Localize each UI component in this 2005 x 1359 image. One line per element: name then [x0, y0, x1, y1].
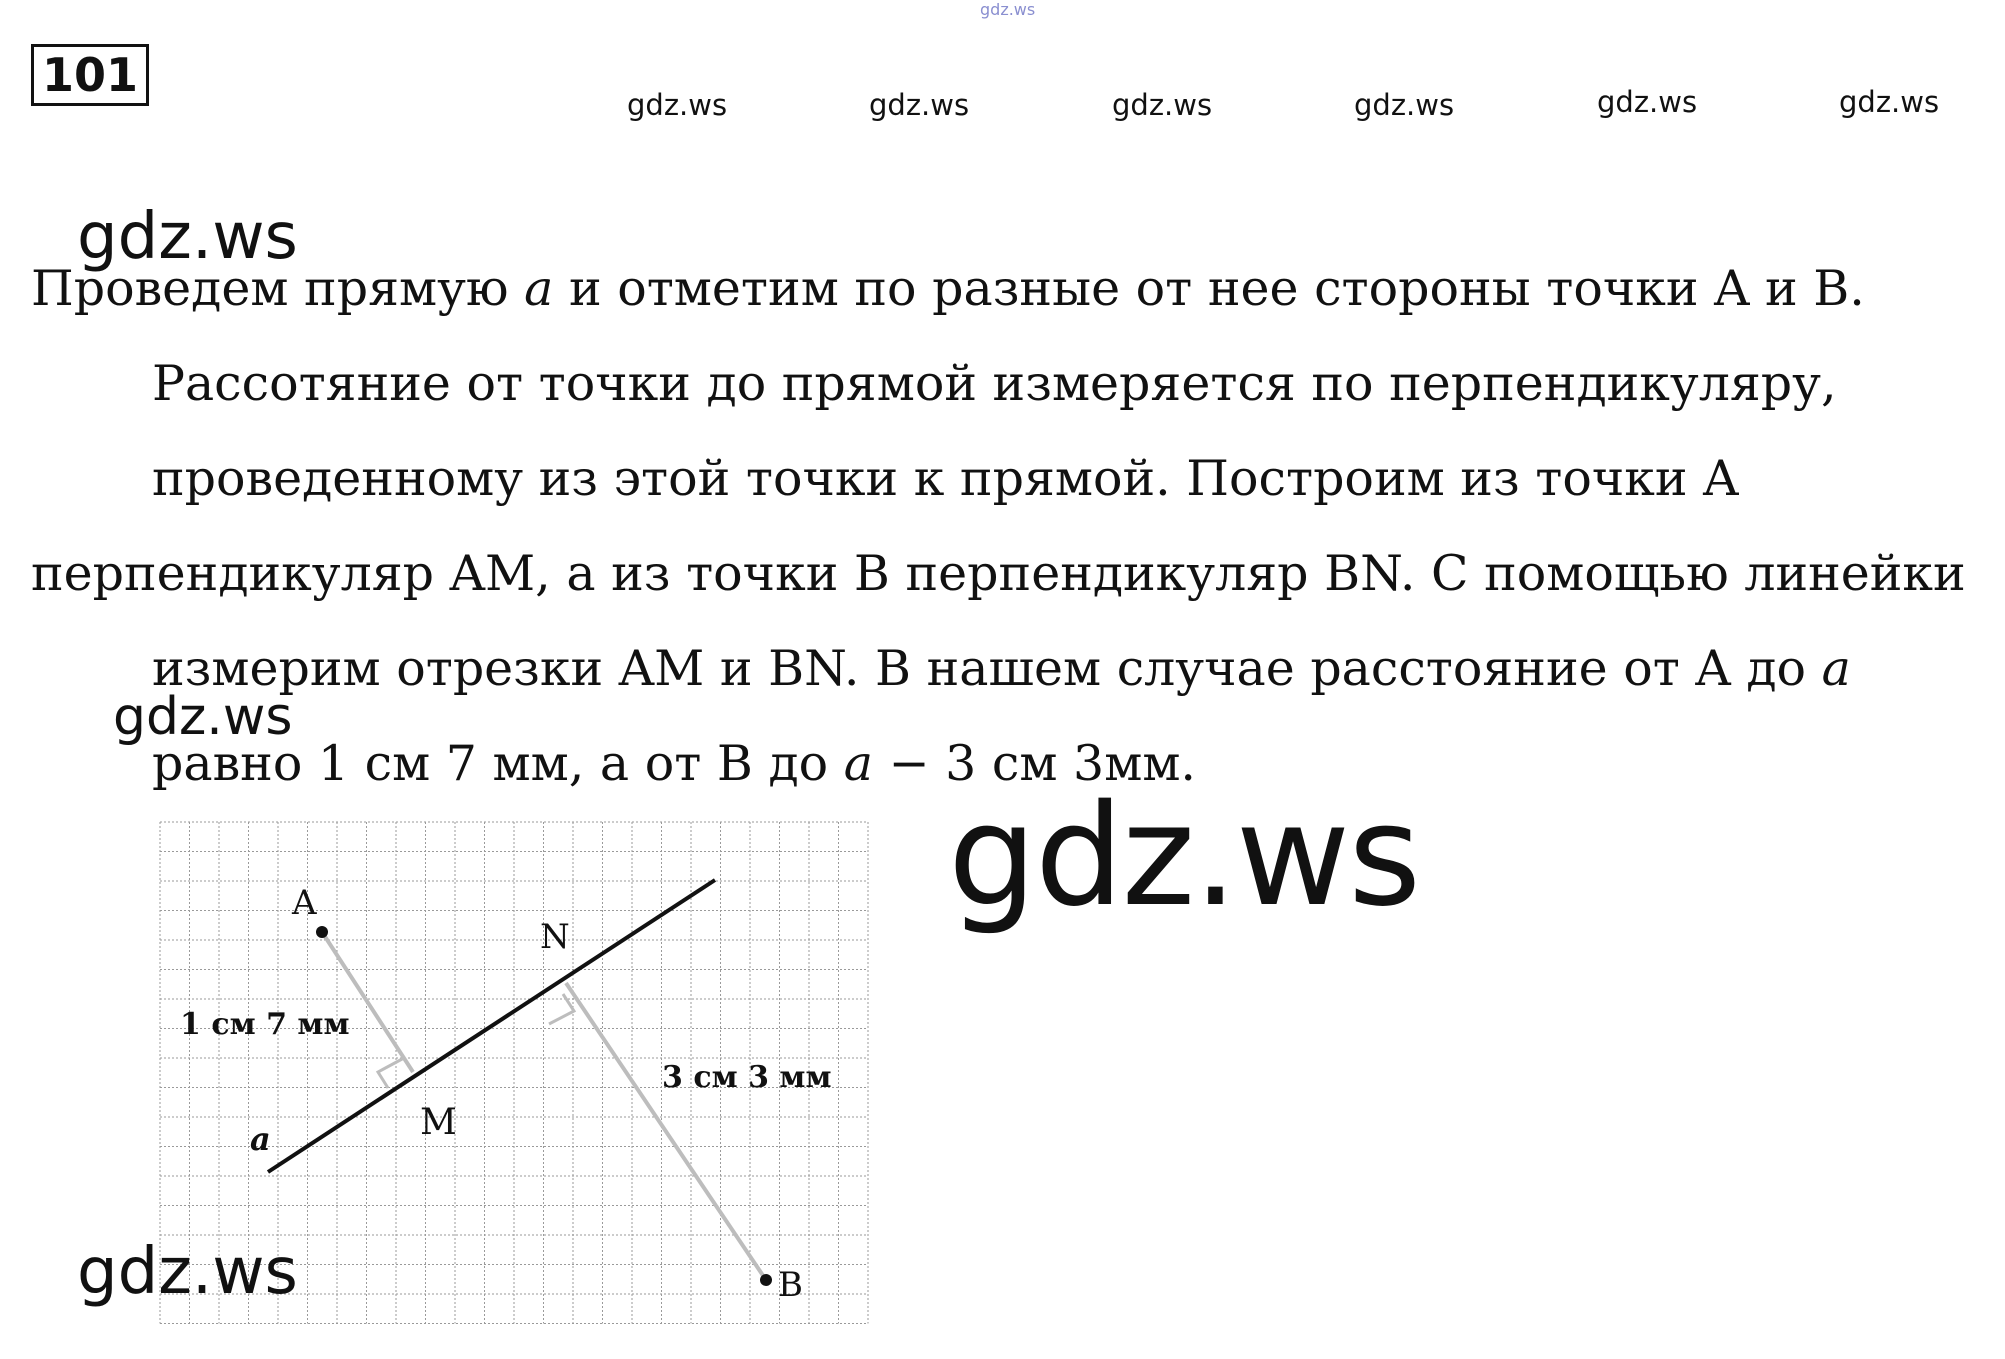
- label-m: M: [420, 1102, 457, 1143]
- text-line-1: Проведем прямую a и отметим по разные от нее стороны точки A и B.: [31, 260, 1865, 317]
- label-line-a: a: [250, 1120, 271, 1158]
- watermark-row-6: gdz.ws: [1839, 85, 1940, 119]
- task-number: 101: [31, 44, 149, 106]
- watermark-huge: gdz.ws: [948, 775, 1420, 938]
- label-b: B: [778, 1265, 803, 1305]
- label-bn-length: 3 см 3 мм: [662, 1060, 832, 1095]
- text-line-5: измерим отрезки AM и BN. В нашем случае расстояние от A до a: [152, 640, 1851, 697]
- point-a: [316, 926, 328, 938]
- watermark-top: gdz.ws: [980, 0, 1036, 19]
- perpendicular-am: [322, 932, 413, 1072]
- watermark-row-4: gdz.ws: [1354, 88, 1455, 122]
- watermark-big-3: gdz.ws: [77, 1235, 298, 1309]
- watermark-big-2: gdz.ws: [113, 687, 293, 747]
- text-line-2: Рассотяние от точки до прямой измеряется по перпендикуляру,: [152, 355, 1837, 412]
- label-am-length: 1 см 7 мм: [180, 1007, 350, 1042]
- text-line-3: проведенному из этой точки к прямой. Построим из точки A: [152, 450, 1739, 507]
- point-b: [760, 1274, 772, 1286]
- text-line-4: перпендикуляр AM, а из точки B перпендикуляр BN. С помощью линейки: [31, 545, 1966, 602]
- label-n: N: [540, 917, 570, 957]
- watermark-row-3: gdz.ws: [1112, 88, 1213, 122]
- watermark-big-1: gdz.ws: [77, 200, 298, 274]
- watermark-row-1: gdz.ws: [627, 88, 728, 122]
- text-line-6: равно 1 см 7 мм, а от B до a − 3 см 3мм.: [152, 735, 1197, 792]
- watermark-row-2: gdz.ws: [869, 88, 970, 122]
- label-a: A: [292, 883, 317, 923]
- watermark-row-5: gdz.ws: [1597, 85, 1698, 119]
